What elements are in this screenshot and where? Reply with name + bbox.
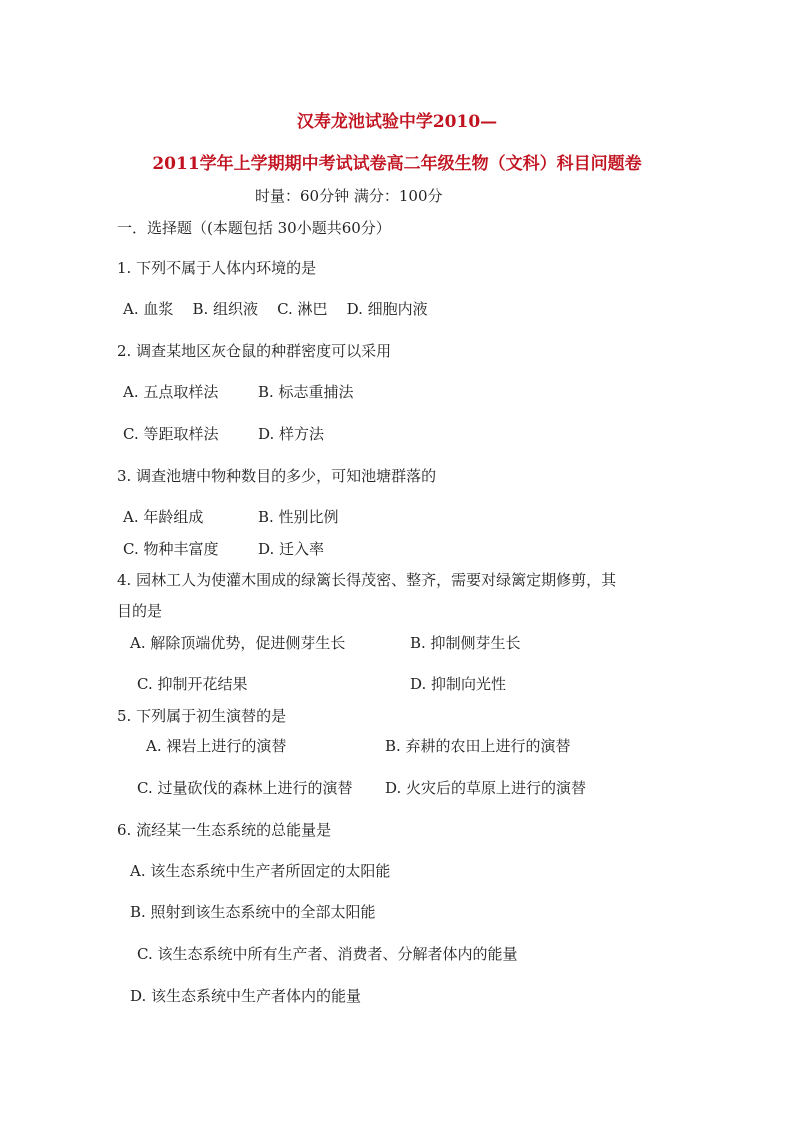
- question-3-option-b: B. 性别比例: [258, 508, 339, 526]
- question-3-option-a: A. 年龄组成: [123, 508, 204, 526]
- question-1-stem: 1. 下列不属于人体内环境的是: [117, 259, 317, 277]
- question-5-stem: 5. 下列属于初生演替的是: [117, 707, 287, 725]
- question-3-option-d: D. 迁入率: [258, 540, 325, 558]
- question-6-stem: 6. 流经某一生态系统的总能量是: [117, 821, 332, 839]
- question-5-option-a: A. 裸岩上进行的演替: [146, 737, 287, 755]
- question-4-option-b: B. 抑制侧芽生长: [410, 634, 521, 652]
- time-score-info: 时量：60分钟 满分：100分: [255, 187, 443, 205]
- question-4-stem-line-1: 4. 园林工人为使灌木围成的绿篱长得茂密、整齐，需要对绿篱定期修剪，其: [117, 571, 617, 589]
- question-6-option-c: C. 该生态系统中所有生产者、消费者、分解者体内的能量: [137, 945, 518, 963]
- question-5-option-d: D. 火灾后的草原上进行的演替: [385, 779, 587, 797]
- question-2-option-c: C. 等距取样法: [123, 425, 219, 443]
- question-4-stem-line-2: 目的是: [117, 602, 163, 620]
- question-6-option-b: B. 照射到该生态系统中的全部太阳能: [130, 903, 376, 921]
- question-2-stem: 2. 调查某地区灰仓鼠的种群密度可以采用: [117, 342, 392, 360]
- question-4-option-d: D. 抑制向光性: [410, 675, 507, 693]
- question-3-stem: 3. 调查池塘中物种数目的多少，可知池塘群落的: [117, 467, 437, 485]
- question-5-option-c: C. 过量砍伐的森林上进行的演替: [137, 779, 353, 797]
- question-4-option-a: A. 解除顶端优势，促进侧芽生长: [130, 634, 346, 652]
- question-4-option-c: C. 抑制开花结果: [137, 675, 248, 693]
- question-6-option-d: D. 该生态系统中生产者体内的能量: [130, 987, 362, 1005]
- question-6-option-a: A. 该生态系统中生产者所固定的太阳能: [130, 862, 391, 880]
- question-2-option-b: B. 标志重捕法: [258, 383, 354, 401]
- exam-title-line-1: 汉寿龙池试验中学2010—: [296, 112, 498, 132]
- section-heading: 一．选择题（(本题包括 30小题共60分）: [117, 219, 391, 237]
- question-2-option-d: D. 样方法: [258, 425, 325, 443]
- exam-title-line-2: 2011学年上学期期中考试试卷高二年级生物（文科）科目问题卷: [152, 154, 642, 174]
- question-3-option-c: C. 物种丰富度: [123, 540, 219, 558]
- question-5-option-b: B. 弃耕的农田上进行的演替: [385, 737, 571, 755]
- question-1-options: A. 血浆 B. 组织液 C. 淋巴 D. 细胞内液: [123, 300, 428, 318]
- question-2-option-a: A. 五点取样法: [123, 383, 219, 401]
